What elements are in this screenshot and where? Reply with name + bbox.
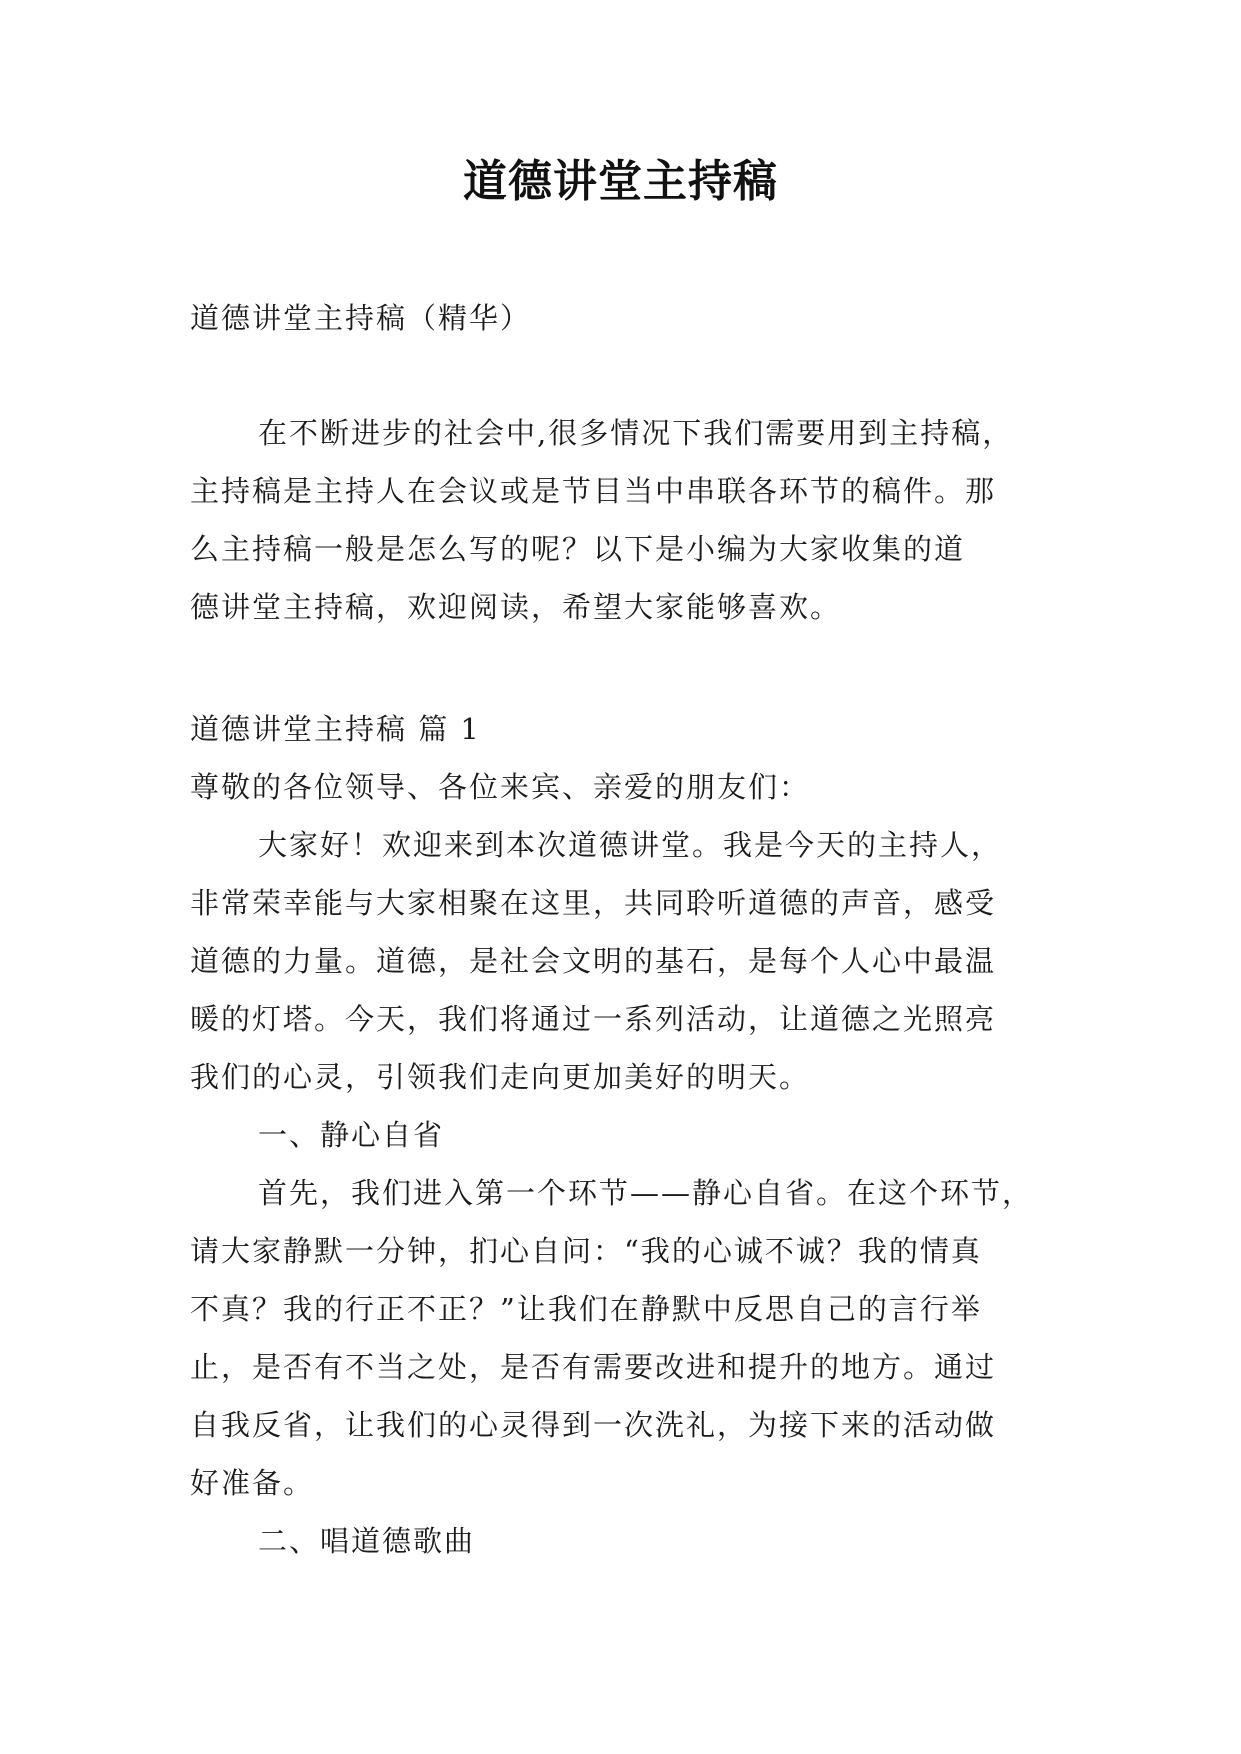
intro-line: 么主持稿一般是怎么写的呢？以下是小编为大家收集的道 [190,532,966,566]
welcome-line: 暖的灯塔。今天，我们将通过一系列活动，让道德之光照亮 [190,1002,997,1036]
intro-line: 在不断进步的社会中,很多情况下我们需要用到主持稿， [258,416,1014,450]
part1-line: 不真？我的行正不正？”让我们在静默中反思自己的言行举 [190,1292,982,1326]
section-1 [190,700,1033,1570]
salutation: 尊敬的各位领导、各位来宾、亲爱的朋友们： [190,770,811,804]
part1-line: 请大家静默一分钟，扪心自问：“我的心诚不诚？我的情真 [190,1234,982,1268]
welcome-line: 道德的力量。道德，是社会文明的基石，是每个人心中最温 [190,944,997,978]
document-subtitle: 道德讲堂主持稿（精华） [190,301,532,335]
intro-paragraph [190,404,1013,636]
intro-line: 德讲堂主持稿，欢迎阅读，希望大家能够喜欢。 [190,590,842,624]
document-title: 道德讲堂主持稿 [463,156,778,207]
section-heading: 道德讲堂主持稿 篇 1 [190,712,481,746]
part1-line: 止，是否有不当之处，是否有需要改进和提升的地方。通过 [190,1350,997,1384]
part2-heading: 二、唱道德歌曲 [258,1524,476,1558]
part1-heading: 一、静心自省 [258,1118,445,1152]
part1-line: 好准备。 [190,1466,315,1500]
part1-paragraph [190,1164,1033,1512]
welcome-line: 非常荣幸能与大家相聚在这里，共同聆听道德的声音，感受 [190,886,997,920]
part1-line: 首先，我们进入第一个环节——静心自省。在这个环节， [258,1176,1034,1210]
part1-line: 自我反省，让我们的心灵得到一次洗礼，为接下来的活动做 [190,1408,997,1442]
welcome-line: 大家好！欢迎来到本次道德讲堂。我是今天的主持人， [258,828,1003,862]
intro-line: 主持稿是主持人在会议或是节目当中串联各环节的稿件。那 [190,474,997,508]
welcome-paragraph [190,816,1033,1106]
welcome-line: 我们的心灵，引领我们走向更加美好的明天。 [190,1060,811,1094]
